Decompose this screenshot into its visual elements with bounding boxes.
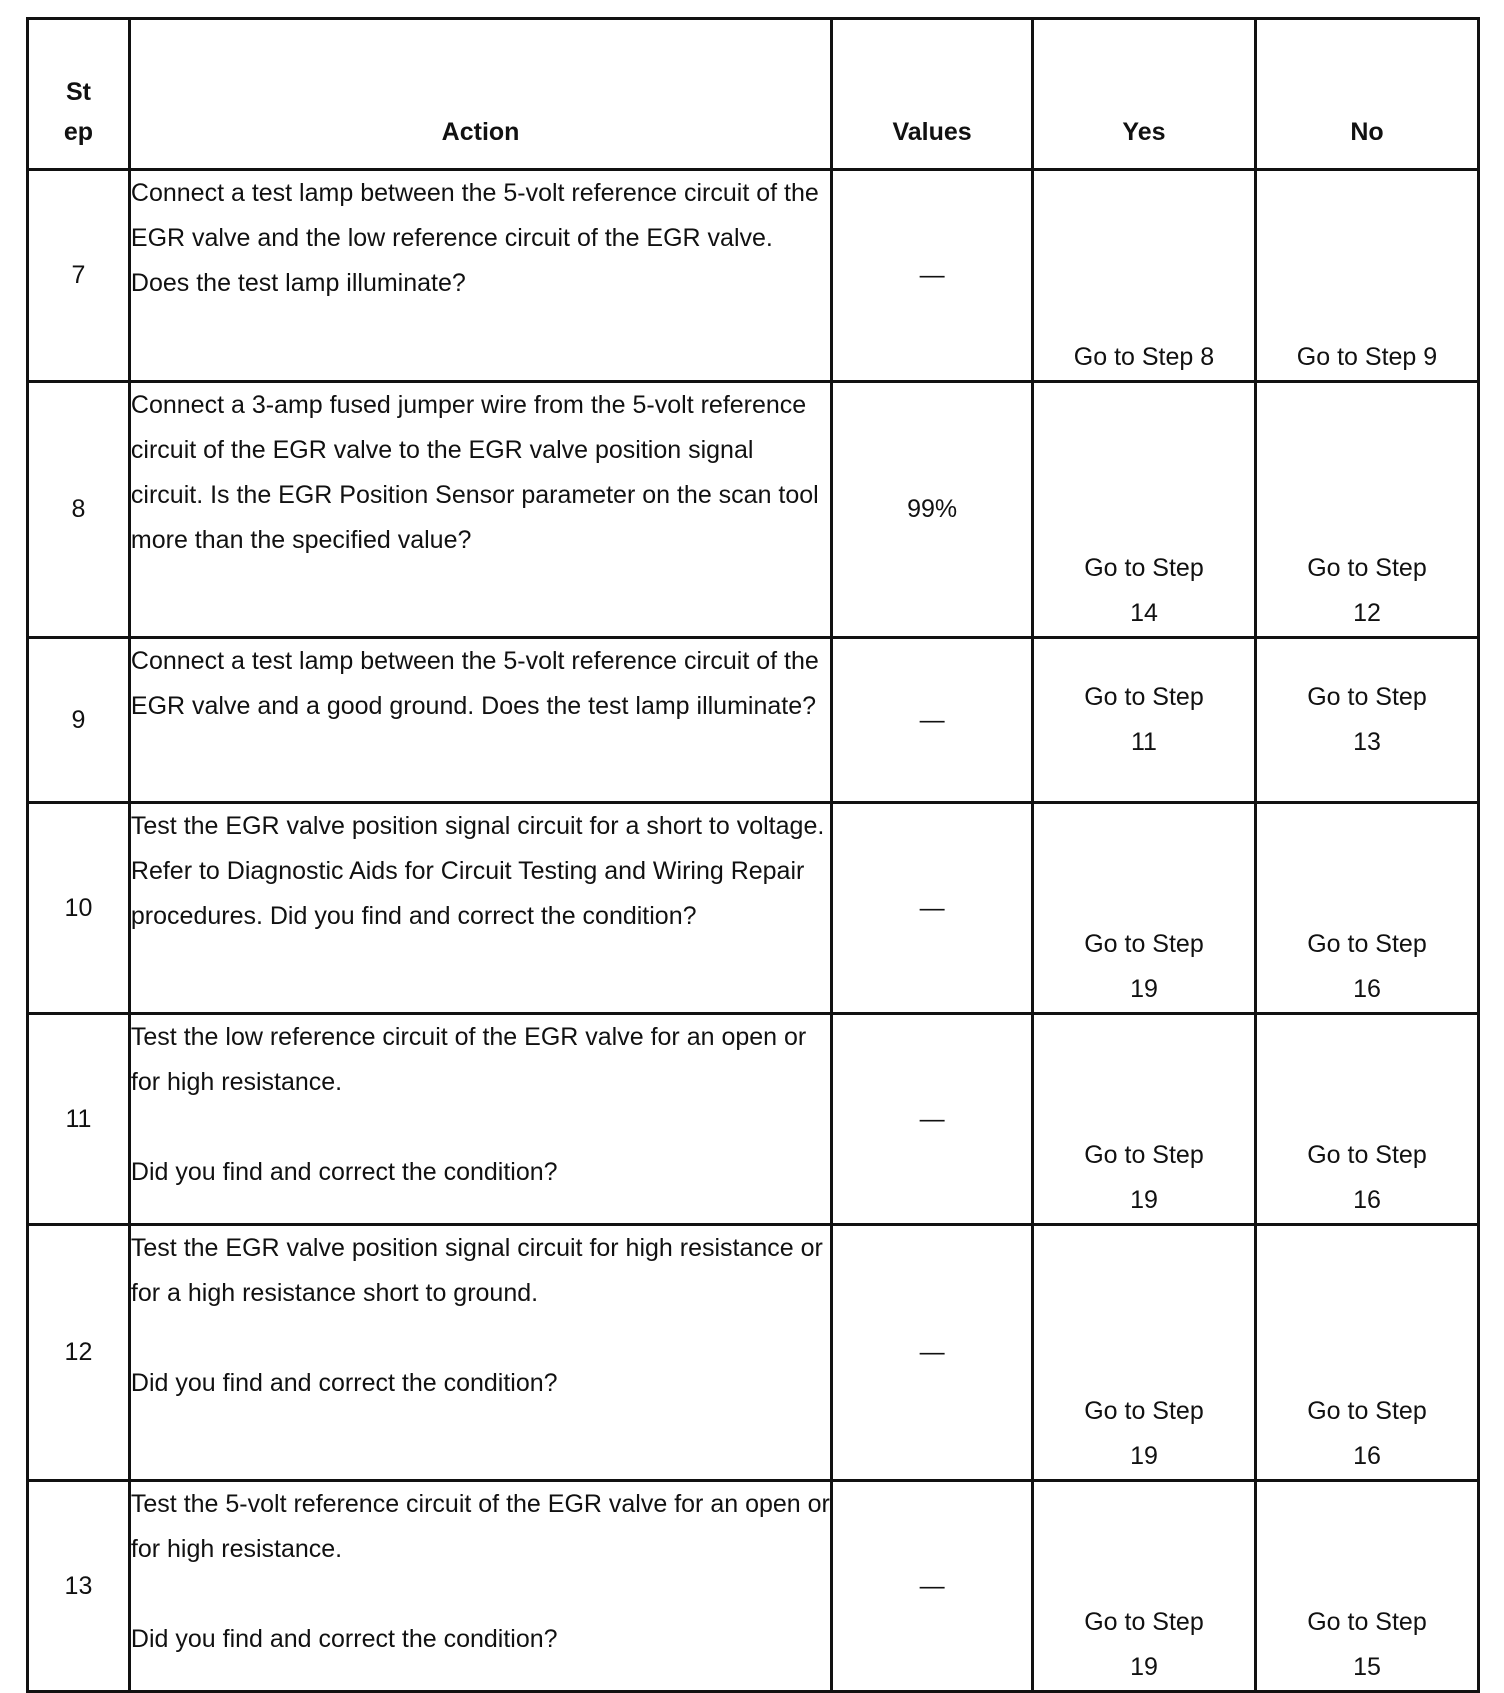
yes-text: Go to Step	[1084, 1608, 1204, 1636]
yes-cell	[1032, 803, 1255, 1014]
header-values: Values	[832, 19, 1033, 170]
value-cell: —	[832, 170, 1033, 382]
no-cell	[1255, 1014, 1478, 1225]
value-cell: —	[832, 803, 1033, 1014]
value-cell: —	[832, 1014, 1033, 1225]
yes-text: Go to Step	[1084, 1141, 1204, 1169]
header-yes: Yes	[1032, 19, 1255, 170]
action-cell	[129, 803, 831, 1014]
step-cell: 10	[28, 803, 130, 1014]
action-question: Did you find and correct the condition?	[130, 1625, 558, 1653]
yes-text: Go to Step	[1084, 554, 1204, 582]
header-step-line2: ep	[63, 118, 94, 146]
no-cell	[1255, 803, 1478, 1014]
action-text: Connect a 3-amp fused jumper wire from the 5-volt reference circuit of the EGR valve to the EGR valve position signal circuit. Is the EGR Position Sensor parameter on the scan tool more than the specified value?	[130, 391, 819, 554]
no-cell	[1255, 1481, 1478, 1692]
action-text: Connect a test lamp between the 5-volt reference circuit of the EGR valve and a good ground. Does the test lamp illuminate?	[130, 647, 819, 720]
action-cell	[129, 1481, 831, 1692]
header-row	[28, 19, 1479, 170]
yes-cell	[1032, 1014, 1255, 1225]
table-row	[28, 1225, 1479, 1481]
value-cell: 99%	[832, 382, 1033, 638]
no-cell	[1255, 638, 1478, 803]
value-cell: —	[832, 638, 1033, 803]
action-text: Test the EGR valve position signal circuit for high resistance or for a high resistance short to ground.	[130, 1234, 823, 1307]
yes-step-number: 19	[1130, 1653, 1158, 1681]
value-cell: —	[832, 1225, 1033, 1481]
no-step-number: 16	[1353, 975, 1381, 1003]
step-cell: 9	[28, 638, 130, 803]
yes-cell	[1032, 1481, 1255, 1692]
no-text: Go to Step	[1307, 554, 1427, 582]
action-cell	[129, 1225, 831, 1481]
step-cell: 7	[28, 170, 130, 382]
no-cell	[1255, 170, 1478, 382]
no-text: Go to Step	[1307, 1397, 1427, 1425]
no-step-number: 13	[1353, 728, 1381, 756]
yes-text: Go to Step 8	[1073, 343, 1215, 371]
step-cell: 11	[28, 1014, 130, 1225]
action-cell	[129, 638, 831, 803]
header-step	[28, 19, 130, 170]
no-text: Go to Step	[1307, 930, 1427, 958]
no-text: Go to Step	[1307, 1608, 1427, 1636]
no-text: Go to Step	[1307, 683, 1427, 711]
yes-step-number: 19	[1130, 1442, 1158, 1470]
action-cell	[129, 382, 831, 638]
step-cell: 12	[28, 1225, 130, 1481]
no-cell	[1255, 382, 1478, 638]
step-cell: 8	[28, 382, 130, 638]
yes-step-number: 14	[1130, 599, 1158, 627]
action-question: Did you find and correct the condition?	[130, 1369, 558, 1397]
no-step-number: 16	[1353, 1442, 1381, 1470]
no-step-number: 15	[1353, 1653, 1381, 1681]
yes-step-number: 19	[1130, 1186, 1158, 1214]
table-row	[28, 382, 1479, 638]
value-cell: —	[832, 1481, 1033, 1692]
action-text: Test the 5-volt reference circuit of the EGR valve for an open or for high resistance.	[130, 1490, 830, 1563]
no-step-number: 16	[1353, 1186, 1381, 1214]
table-row	[28, 1014, 1479, 1225]
yes-cell	[1032, 382, 1255, 638]
header-no: No	[1255, 19, 1478, 170]
action-text: Connect a test lamp between the 5-volt reference circuit of the EGR valve and the low reference circuit of the EGR valve. Does the test lamp illuminate?	[130, 179, 819, 297]
action-text: Test the low reference circuit of the EGR valve for an open or for high resistance.	[130, 1023, 807, 1096]
header-step-line1: St	[65, 78, 91, 106]
yes-cell	[1032, 170, 1255, 382]
header-action: Action	[129, 19, 831, 170]
yes-text: Go to Step	[1084, 1397, 1204, 1425]
yes-cell	[1032, 638, 1255, 803]
table-row	[28, 638, 1479, 803]
action-cell	[129, 1014, 831, 1225]
yes-step-number: 19	[1130, 975, 1158, 1003]
yes-step-number: 11	[1131, 728, 1157, 756]
yes-text: Go to Step	[1084, 683, 1204, 711]
yes-cell	[1032, 1225, 1255, 1481]
no-cell	[1255, 1225, 1478, 1481]
action-question: Did you find and correct the condition?	[130, 1158, 558, 1186]
table-row	[28, 1481, 1479, 1692]
yes-text: Go to Step	[1084, 930, 1204, 958]
no-step-number: 12	[1353, 599, 1381, 627]
table-row	[28, 170, 1479, 382]
action-cell	[129, 170, 831, 382]
action-text: Test the EGR valve position signal circuit for a short to voltage. Refer to Diagnostic Aids for Circuit Testing and Wiring Repair procedures. Did you find and correct the condition?	[130, 812, 825, 930]
diagnostic-table	[26, 17, 1480, 1693]
no-text: Go to Step	[1307, 1141, 1427, 1169]
step-cell: 13	[28, 1481, 130, 1692]
no-text: Go to Step 9	[1296, 343, 1438, 371]
table-row	[28, 803, 1479, 1014]
